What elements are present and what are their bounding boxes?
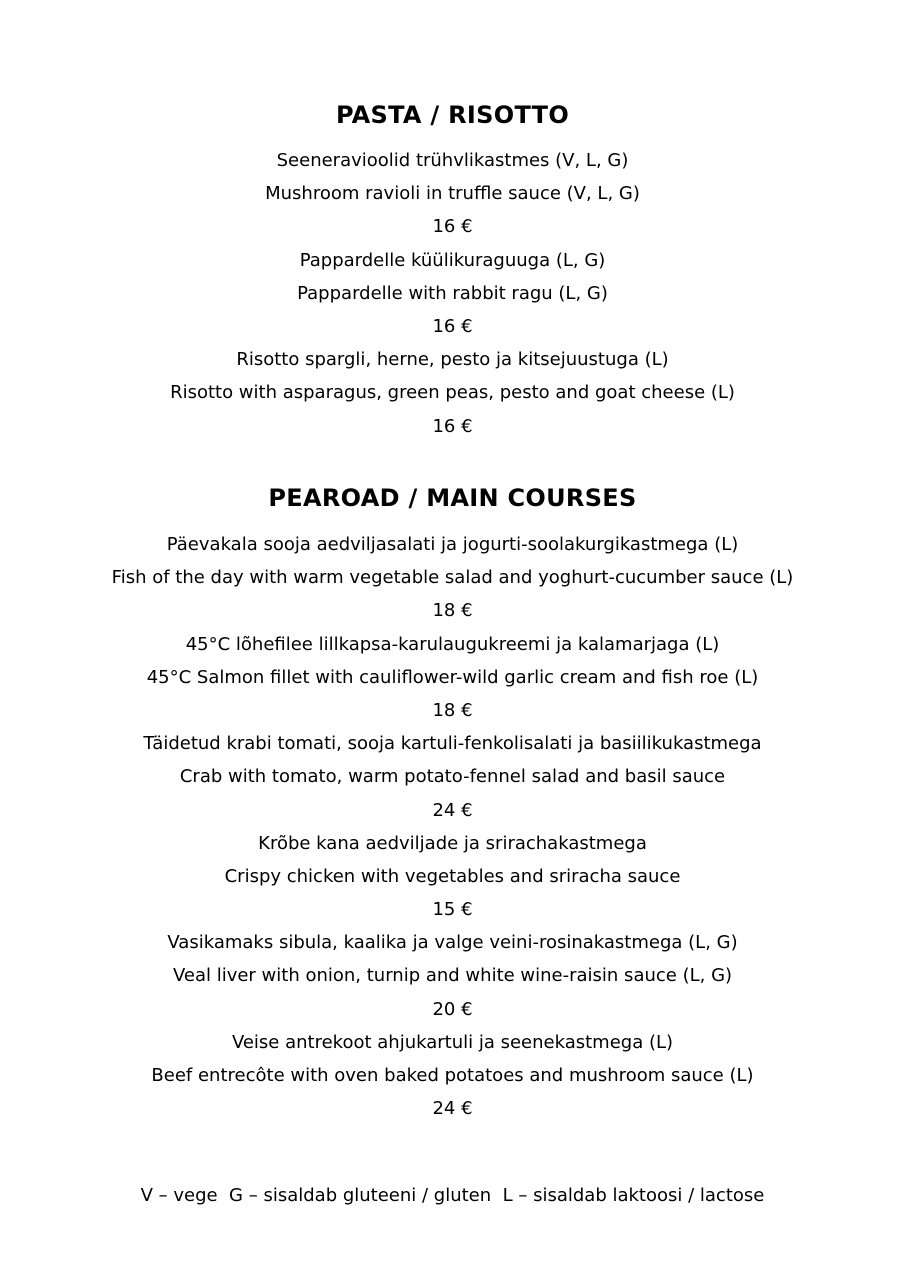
dish-price: 18 €: [432, 699, 473, 721]
dish-name-et: Veise antrekoot ahjukartuli ja seenekastmega (L): [231, 1031, 674, 1053]
dish-name-en: 45°C Salmon fillet with cauliflower-wild garlic cream and fish roe (L): [146, 666, 759, 688]
dish-name-et: Päevakala sooja aedviljasalati ja jogurti-soolakurgikastmega (L): [166, 534, 739, 555]
dish-name-et: Vasikamaks sibula, kaalika ja valge veini-rosinakastmega (L, G): [167, 932, 738, 954]
dish-price: 16 €: [432, 315, 473, 337]
dish-price: 24 €: [432, 799, 473, 821]
pasta-menu-list: [0, 144, 905, 443]
dish-name-et: Seeneravioolid trühvlikastmes (V, L, G): [276, 150, 629, 171]
dish-name-et: Risotto spargli, herne, pesto ja kitsejuustuga (L): [236, 349, 669, 371]
dish-price: 16 €: [432, 216, 473, 238]
dish-name-en: Crab with tomato, warm potato-fennel salad and basil sauce: [179, 766, 726, 788]
dish-price: 24 €: [432, 1098, 473, 1120]
dish-price: 16 €: [432, 415, 473, 437]
dish-name-et: Pappardelle küülikuraguuga (L, G): [299, 249, 606, 271]
dish-price: 15 €: [432, 899, 473, 921]
dish-price: 18 €: [432, 600, 473, 622]
dish-name-en: Crispy chicken with vegetables and sriracha sauce: [224, 865, 681, 887]
dish-name-en: Mushroom ravioli in truffle sauce (V, L, G): [265, 183, 640, 205]
dish-name-et: Täidetud krabi tomati, sooja kartuli-fenkolisalati ja basiilikukastmega: [143, 733, 762, 755]
section-title-pasta: PASTA / RISOTTO: [335, 101, 570, 129]
section-title-main-courses: PEAROAD / MAIN COURSES: [268, 484, 637, 512]
dish-name-et: Krõbe kana aedviljade ja srirachakastmega: [258, 832, 647, 854]
dish-name-en: Beef entrecôte with oven baked potatoes and mushroom sauce (L): [151, 1065, 754, 1086]
dish-name-et: 45°C lõhefilee lillkapsa-karulaugukreemi ja kalamarjaga (L): [185, 633, 720, 655]
dish-name-en: Veal liver with onion, turnip and white wine-raisin sauce (L, G): [172, 965, 733, 987]
dish-price: 20 €: [432, 998, 473, 1020]
dish-name-en: Risotto with asparagus, green peas, pesto and goat cheese (L): [170, 382, 735, 404]
dietary-legend: V – vege G – sisaldab gluteeni / gluten L – sisaldab laktoosi / lactose: [140, 1185, 765, 1206]
main-courses-menu-list: [0, 528, 905, 1125]
dish-name-en: Fish of the day with warm vegetable salad and yoghurt-cucumber sauce (L): [111, 567, 794, 589]
dish-name-en: Pappardelle with rabbit ragu (L, G): [297, 282, 608, 304]
